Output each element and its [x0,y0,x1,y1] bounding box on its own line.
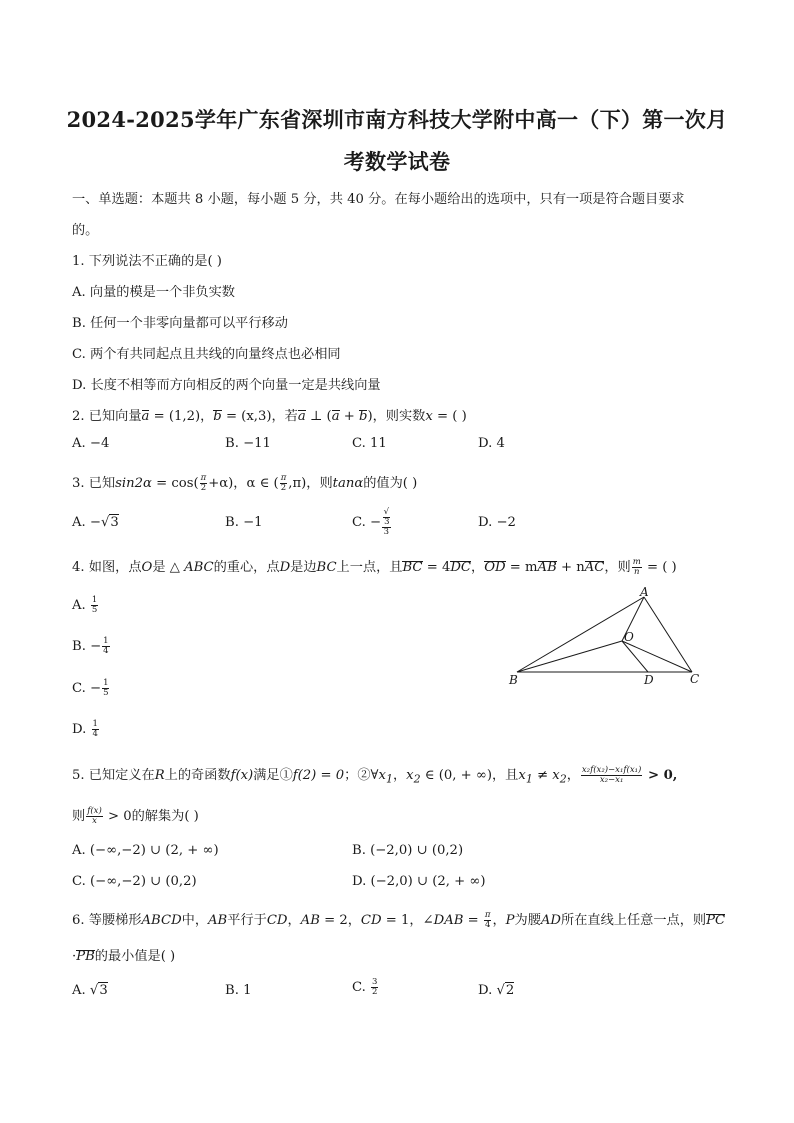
q6-option-b: B. 1 [225,983,252,998]
edge-ac [644,597,692,672]
q2-stem: 2. 已知向量a = (1,2)，b = (x,3)，若a ⊥ (a + b)，则实数x = ( ) [72,409,467,424]
q5-option-a: A. (−∞,−2) ∪ (2, + ∞) [72,843,219,858]
q4-option-d: D. $\frac{1}{4}$ [72,719,98,739]
q2-option-c: C. 11 [352,436,387,451]
q5-option-b: B. (−2,0) ∪ (0,2) [352,843,464,858]
point-d-label: D [644,673,654,687]
exam-title-line2: 考数学试卷 [343,149,451,174]
q6-stem-line1: 6. 等腰梯形ABCD中，AB平行于CD，AB = 2，CD = 1，∠DAB = $\frac{\pi}{4}$ ，P为腰AD所在直线上任意一点，则PC [72,910,726,930]
point-a-label: A [640,585,649,599]
q1-option-b: B. 任何一个非零向量都可以平行移动 [72,316,288,331]
q1-option-c: C. 两个有共同起点且共线的向量终点也必相同 [72,347,341,362]
segment-od [622,641,648,672]
q2-option-d: D. 4 [478,436,505,451]
triangle-figure [505,585,710,690]
q5-stem-line1: 5. 已知定义在R上的奇函数f(x)满足①f(2) = 0；$②\forall x_1$，$x_2$ ∈ (0, + ∞)，且$x_1 \ne x_2$， $\frac{\text{x₂f(x₂)−x₁f(x₁)}}{\text{x₂−x₁}}$ > 0, [72,765,678,786]
q3-stem: 3. 已知sin2α = cos( $\frac{\pi}{2}$ +α)，α ∈ ( $\frac{\pi}{2}$ ,π)，则tanα的值为( ) [72,473,418,493]
point-c-label: C [690,672,700,686]
q6-option-a: A. √3 [72,983,108,998]
q6-option-d: D. √2 [478,983,515,998]
q3-option-c: C. − √ 3 3 [352,507,390,537]
q6-option-c: C. $\frac{3}{2}$ [352,977,378,997]
q3-option-b: B. −1 [225,515,263,530]
q5-option-c: C. (−∞,−2) ∪ (0,2) [72,874,197,889]
q1-stem: 1. 下列说法不正确的是( ) [72,254,222,269]
q4-option-c: C. − $\frac{1}{5}$ [72,678,109,698]
q1-option-d: D. 长度不相等而方向相反的两个向量一定是共线向量 [72,378,381,393]
point-b-label: B [509,673,518,687]
q3-option-a: A. −√3 [72,515,119,530]
q4-stem: 4. 如图，点O是 △ ABC的重心，点D是边BC上一点，且BC = 4DC，OD = mAB + nAC，则 $\frac{m}{n}$ = ( ) [72,557,677,577]
q4-option-a: A. $\frac{1}{5}$ [72,595,98,615]
q2-option-b: B. −11 [225,436,271,451]
section-heading-line1: 一、单选题：本题共 8 小题，每小题 5 分，共 40 分。在每小题给出的选项中，只有一项是符合题目要求 [72,192,685,207]
section-heading-line2: 的。 [72,223,99,238]
q5-stem-line2: 则 $\frac{f(x)}{x}$ > 0的解集为( ) [72,806,199,826]
segment-bo [517,641,622,672]
q3-option-d: D. −2 [478,515,516,530]
q6-stem-line2: ·PB的最小值是( ) [72,949,176,964]
q4-option-b: B. − $\frac{1}{4}$ [72,636,109,656]
exam-title-line1: 2024-2025学年广东省深圳市南方科技大学附中高一（下）第一次月 [66,107,728,132]
q1-option-a: A. 向量的模是一个非负实数 [72,285,235,300]
point-o-label: O [624,630,634,644]
q2-option-a: A. −4 [72,436,110,451]
q5-option-d: D. (−2,0) ∪ (2, + ∞) [352,874,486,889]
